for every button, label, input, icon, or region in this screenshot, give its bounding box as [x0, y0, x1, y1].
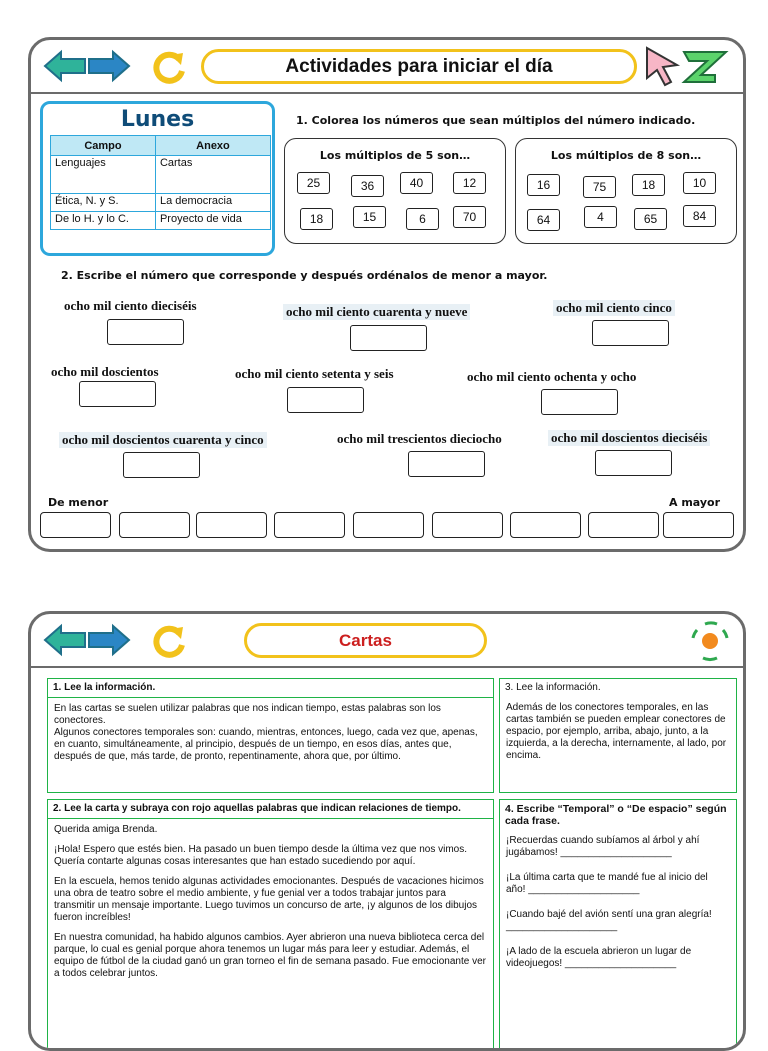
refresh-icon[interactable] — [149, 623, 189, 659]
exercise-item[interactable]: ¡Recuerdas cuando subíamos al árbol y ahí jugábamos! ____________________ — [506, 835, 700, 858]
exercise-item[interactable]: ¡La última carta que te mandé fue al inicio del año! ____________________ — [506, 872, 708, 895]
number-phrase: ocho mil ciento dieciséis — [64, 298, 197, 313]
day-title: Lunes — [120, 107, 195, 132]
section-2 — [47, 799, 494, 1051]
answer-box[interactable] — [595, 450, 672, 476]
forward-arrow-icon[interactable] — [83, 622, 133, 658]
recycle-logo-icon — [687, 618, 733, 664]
page-title: Actividades para iniciar el día — [201, 49, 637, 84]
multiples-5-box — [284, 138, 506, 244]
order-box[interactable] — [588, 512, 659, 538]
multiples-8-box — [515, 138, 737, 244]
campo-cell: De lo H. y lo C. — [51, 212, 156, 230]
refresh-icon[interactable] — [149, 49, 189, 85]
answer-box[interactable] — [287, 387, 364, 413]
number-option[interactable]: 65 — [634, 208, 667, 230]
order-box[interactable] — [274, 512, 345, 538]
number-option[interactable]: 75 — [583, 176, 616, 198]
number-option[interactable]: 4 — [584, 206, 617, 228]
q1-instruction: 1. Colorea los números que sean múltiplos del número indicado. — [296, 114, 696, 127]
number-option[interactable]: 12 — [453, 172, 486, 194]
section-3-text: Además de los conectores temporales, en las cartas también se pueden emplear conectores de espacio, por ejemplo, arriba, abajo, junto, a la izquierda, a la derecha, internamente, al lado, por encima. — [506, 702, 727, 761]
number-option[interactable]: 70 — [453, 206, 486, 228]
letter-greeting: Querida amiga Brenda. — [54, 824, 158, 835]
anexo-cell: La democracia — [155, 194, 270, 212]
number-phrase: ocho mil ciento ochenta y ocho — [467, 369, 637, 384]
number-phrase: ocho mil doscientos dieciséis — [548, 430, 710, 446]
header-bar — [31, 614, 743, 668]
anexo-cell: Cartas — [155, 156, 270, 194]
number-option[interactable]: 64 — [527, 209, 560, 231]
number-phrase: ocho mil ciento setenta y seis — [235, 366, 394, 381]
number-phrase: ocho mil ciento cuarenta y nueve — [283, 304, 470, 320]
section-4 — [499, 799, 737, 1051]
pointer-cursor-icon — [643, 45, 681, 87]
letter-paragraph: ¡Hola! Espero que estés bien. Ha pasado un buen tiempo desde la última vez que nos vimos. Quería contarte algunas cosas interesantes que han estado sucediendo por aquí. — [54, 844, 468, 867]
section-2-title: 2. Lee la carta y subraya con rojo aquellas palabras que indican relaciones de tiempo. — [48, 800, 493, 819]
campo-cell: Ética, N. y S. — [51, 194, 156, 212]
number-option[interactable]: 18 — [632, 174, 665, 196]
number-option[interactable]: 40 — [400, 172, 433, 194]
answer-box[interactable] — [541, 389, 618, 415]
answer-box[interactable] — [107, 319, 184, 345]
multiples-8-title: Los múltiplos de 8 son… — [550, 149, 702, 162]
page-title: Cartas — [244, 623, 487, 658]
section-1-text: En las cartas se suelen utilizar palabras que nos indican tiempo, estas palabras son los conectores. — [54, 703, 441, 726]
multiples-5-title: Los múltiplos de 5 son… — [319, 149, 471, 162]
header-campo: Campo — [51, 136, 156, 156]
forward-arrow-icon[interactable] — [83, 48, 133, 84]
campo-cell: Lenguajes — [51, 156, 156, 194]
answer-box[interactable] — [408, 451, 485, 477]
section-1-title: 1. Lee la información. — [48, 679, 493, 698]
number-option[interactable]: 6 — [406, 208, 439, 230]
answer-box[interactable] — [350, 325, 427, 351]
anexo-cell: Proyecto de vida — [155, 212, 270, 230]
order-box[interactable] — [510, 512, 581, 538]
to-label: A mayor — [669, 496, 721, 509]
number-phrase: ocho mil doscientos cuarenta y cinco — [59, 432, 267, 448]
order-box[interactable] — [119, 512, 190, 538]
corner-arrow-icon — [681, 49, 729, 85]
number-option[interactable]: 84 — [683, 205, 716, 227]
letter-paragraph: En la escuela, hemos tenido algunas actividades emocionantes. Después de vacaciones hicimos una obra de teatro sobre el medio ambiente, y fue genial ver a todos trabajar juntos para transmitir un mensaje importante. Luego tuvimos un concurso de arte, ¡y algunos de los dibujos fueron increíbles! — [54, 876, 484, 923]
answer-box[interactable] — [592, 320, 669, 346]
header-anexo: Anexo — [155, 136, 270, 156]
number-option[interactable]: 15 — [353, 206, 386, 228]
order-box[interactable] — [40, 512, 111, 538]
order-box[interactable] — [432, 512, 503, 538]
section-4-title: 4. Escribe “Temporal” o “De espacio” según cada frase. — [505, 803, 727, 827]
order-box[interactable] — [663, 512, 734, 538]
cartas-page — [28, 611, 746, 1051]
order-box[interactable] — [353, 512, 424, 538]
order-box[interactable] — [196, 512, 267, 538]
subject-table — [50, 135, 271, 230]
exercise-item[interactable]: ¡Cuando bajé del avión sentí una gran alegría! ____________________ — [506, 909, 712, 932]
q2-instruction: 2. Escribe el número que corresponde y después ordénalos de menor a mayor. — [61, 269, 548, 282]
answer-box[interactable] — [123, 452, 200, 478]
section-3-title: 3. Lee la información. — [505, 682, 601, 693]
number-phrase: ocho mil doscientos — [51, 364, 159, 379]
activities-page — [28, 37, 746, 552]
day-panel — [40, 101, 275, 256]
letter-paragraph: En nuestra comunidad, ha habido algunos cambios. Ayer abrieron una nueva biblioteca cerca del parque, lo cual es genial porque ahora tenemos un lugar más para leer y estudiar. Además, el equipo de fútbol de la ciudad ganó un gran torneo el fin de semana pasado. Fue emocionante ver a todos celebrar juntos. — [54, 932, 486, 979]
number-option[interactable]: 25 — [297, 172, 330, 194]
exercise-item[interactable]: ¡A lado de la escuela abrieron un lugar de videojuegos! ____________________ — [506, 946, 692, 969]
number-option[interactable]: 16 — [527, 174, 560, 196]
number-phrase: ocho mil trescientos dieciocho — [337, 431, 502, 446]
number-option[interactable]: 36 — [351, 175, 384, 197]
section-3 — [499, 678, 737, 793]
number-option[interactable]: 10 — [683, 172, 716, 194]
number-option[interactable]: 18 — [300, 208, 333, 230]
section-1 — [47, 678, 494, 793]
from-label: De menor — [48, 496, 109, 509]
answer-box[interactable] — [79, 381, 156, 407]
number-phrase: ocho mil ciento cinco — [553, 300, 675, 316]
section-1-text: Algunos conectores temporales son: cuando, mientras, entonces, luego, cada vez que, apenas, en cuanto, simultáneamente, al principio, después de un tiempo, en esos días, antes que, después de que, más tarde, de pronto, repentinamente, ahora que, por último. — [54, 727, 478, 762]
header-bar — [31, 40, 743, 94]
